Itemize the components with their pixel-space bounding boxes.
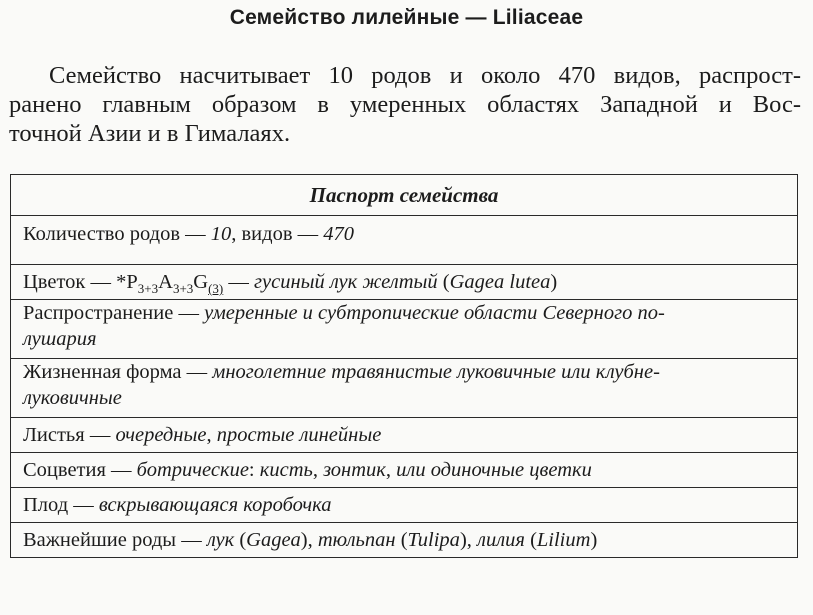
distribution-label: Распространение — — [23, 302, 205, 324]
page-title: Семейство лилейные — Liliaceae — [229, 6, 584, 29]
fruit-cell — [11, 488, 798, 523]
flower-label: Цветок — — [23, 271, 117, 293]
inflorescence-colon: : — [248, 459, 260, 481]
inflorescence-label: Соцветия — — [23, 459, 137, 481]
leaves-cell — [11, 418, 798, 453]
genus-3: лилия — [477, 529, 525, 551]
important-genera-label: Важнейшие роды — — [23, 529, 207, 551]
passport-header-row — [11, 175, 798, 216]
passport-row-life-form — [11, 359, 798, 418]
flower-cell — [11, 265, 798, 300]
life-form-value-line1: многолетние травянистые луковичные или клубне- — [212, 361, 660, 383]
leaves-label: Листья — — [23, 424, 116, 446]
inflorescence-comma-1: , — [312, 459, 324, 481]
intro-paragraph — [9, 61, 801, 148]
genera-count: 10 — [210, 223, 232, 245]
family-passport-table — [10, 174, 798, 558]
distribution-value-line2: лушария — [23, 328, 97, 350]
formula-androecium: A — [158, 271, 173, 293]
formula-perianth-sub: 3+3 — [137, 281, 159, 296]
passport-row-flower — [11, 265, 798, 300]
passport-row-leaves — [11, 418, 798, 453]
genus-1: лук — [206, 529, 235, 551]
intro-line-1: Семейство насчитывает 10 родов и около 470 видов, распрост- — [49, 62, 801, 89]
genus-3-latin: Lilium — [536, 529, 591, 551]
inflorescence-comma-2: , — [385, 459, 397, 481]
fruit-value: вскрывающаяся коробочка — [98, 494, 332, 516]
flower-paren-close: ) — [550, 271, 558, 293]
genera-species-cell — [11, 216, 798, 265]
species-label: , видов — — [231, 223, 324, 245]
life-form-label: Жизненная форма — — [23, 361, 213, 383]
formula-androecium-sub: 3+3 — [172, 281, 194, 296]
inflorescence-cell — [11, 453, 798, 488]
passport-header: Паспорт семейства — [11, 175, 798, 216]
inflorescence-type: ботрические — [136, 459, 249, 481]
genus-2: тюльпан — [317, 529, 396, 551]
life-form-value-line2: луковичные — [23, 387, 122, 409]
passport-row-genera-species — [11, 216, 798, 265]
leaves-separator: , — [206, 424, 217, 446]
genera-species-label: Количество родов — — [23, 223, 211, 245]
important-genera-cell: Важнейшие роды — лук (Gagea), тюльпан (Tulipa), лилия (Lilium) — [11, 523, 798, 558]
formula-gynoecium: G — [193, 271, 209, 293]
inflorescence-single: или одиночные цветки — [396, 459, 592, 481]
inflorescence-umbel: зонтик — [323, 459, 386, 481]
inflorescence-raceme: кисть — [259, 459, 313, 481]
formula-perianth: *P — [116, 271, 138, 293]
formula-gynoecium-sub: (3) — [208, 281, 224, 296]
intro-line-3: точной Азии и в Гималаях. — [9, 120, 291, 147]
leaves-arrangement: очередные — [115, 424, 207, 446]
flower-example: гусиный лук желтый — [254, 271, 438, 293]
life-form-cell — [11, 359, 798, 418]
passport-row-inflorescence — [11, 453, 798, 488]
distribution-cell — [11, 300, 798, 359]
passport-row-fruit — [11, 488, 798, 523]
passport-row-genera — [11, 523, 798, 558]
passport-row-distribution — [11, 300, 798, 359]
species-count: 470 — [323, 223, 355, 245]
genus-2-latin: Tulipa — [407, 529, 460, 551]
leaves-shape: простые линейные — [216, 424, 382, 446]
intro-line-2: ранено главным образом в умеренных областях Западной и Вос- — [9, 91, 801, 118]
distribution-value-line1: умеренные и субтропические области Северного по- — [204, 302, 665, 324]
flower-paren-open: ( — [437, 271, 450, 293]
flower-example-latin: Gagea lutea — [449, 271, 551, 293]
flower-dash: — — [223, 271, 255, 293]
flower-formula — [116, 271, 224, 296]
genus-1-latin: Gagea — [246, 529, 301, 551]
fruit-label: Плод — — [23, 494, 99, 516]
